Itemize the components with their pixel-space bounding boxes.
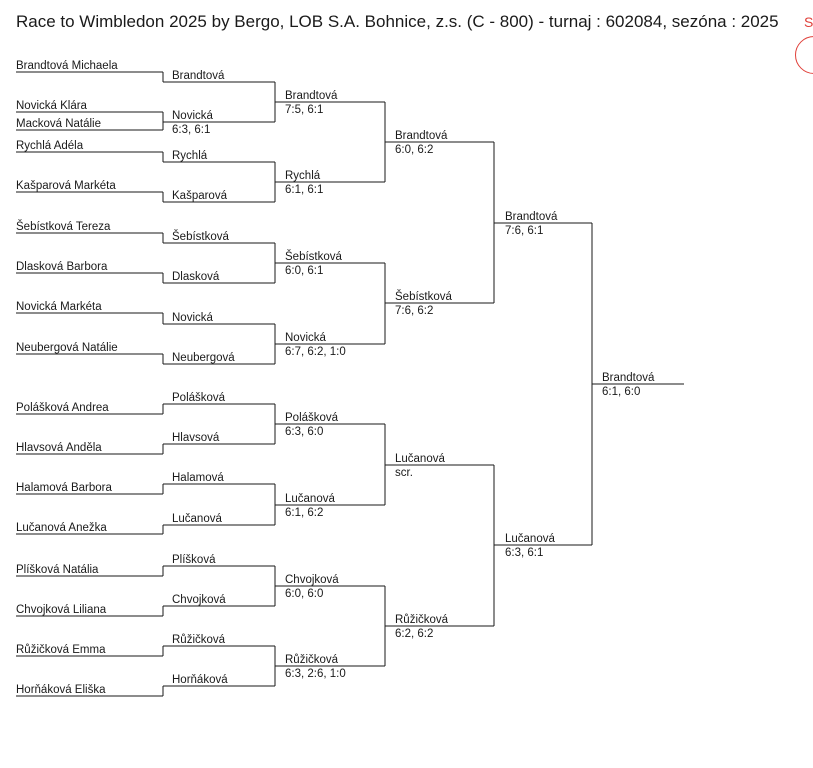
- player-name: Neubergová Natálie: [16, 342, 118, 354]
- round1-winner: Růžičková: [172, 634, 226, 646]
- player-name: Plíšková Natália: [16, 564, 99, 576]
- round2-score: 6:0, 6:0: [285, 588, 324, 600]
- player-name: Chvojková Liliana: [16, 604, 107, 616]
- player-name: Růžičková Emma: [16, 644, 106, 656]
- page-title: Race to Wimbledon 2025 by Bergo, LOB S.A. Bohnice, z.s. (C - 800) - turnaj : 602084, sezóna : 2025: [16, 12, 779, 31]
- player-name: Macková Natálie: [16, 118, 102, 130]
- round2-winner: Chvojková: [285, 574, 339, 586]
- semifinal-winner: Lučanová: [505, 533, 555, 545]
- round3-winner: Lučanová: [395, 453, 445, 465]
- round1-winner: Dlasková: [172, 271, 220, 283]
- round2-winner: Růžičková: [285, 654, 339, 666]
- player-name: Hlavsová Anděla: [16, 442, 102, 454]
- round2-score: 6:1, 6:1: [285, 184, 324, 196]
- player-name: Horňáková Eliška: [16, 684, 106, 696]
- player-name: Dlasková Barbora: [16, 261, 108, 273]
- round1-winner: Neubergová: [172, 352, 235, 364]
- player-name: Rychlá Adéla: [16, 140, 84, 152]
- round1-winner: Chvojková: [172, 594, 226, 606]
- round2-score: 6:3, 2:6, 1:0: [285, 668, 346, 680]
- round1-score: 6:3, 6:1: [172, 124, 211, 136]
- round3-score: scr.: [395, 467, 413, 479]
- semifinal-score: 7:6, 6:1: [505, 225, 544, 237]
- round1-winner: Lučanová: [172, 513, 222, 525]
- round1-winner: Brandtová: [172, 70, 225, 82]
- round2-winner: Novická: [285, 332, 326, 344]
- player-name: Brandtová Michaela: [16, 60, 118, 72]
- round1-winner: Rychlá: [172, 150, 208, 162]
- player-name: Novická Klára: [16, 100, 87, 112]
- round2-winner: Šebístková: [285, 251, 342, 263]
- player-name: Halamová Barbora: [16, 482, 112, 494]
- round3-winner: Růžičková: [395, 614, 449, 626]
- round1-winner: Polášková: [172, 392, 226, 404]
- round2-winner: Rychlá: [285, 170, 321, 182]
- round1-winner: Novická: [172, 110, 213, 122]
- round2-score: 6:3, 6:0: [285, 426, 324, 438]
- round2-score: 7:5, 6:1: [285, 104, 324, 116]
- round1-winner: Kašparová: [172, 190, 227, 202]
- round1-winner: Novická: [172, 312, 213, 324]
- player-name: Novická Markéta: [16, 301, 102, 313]
- semifinal-score: 6:3, 6:1: [505, 547, 544, 559]
- player-name: Polášková Andrea: [16, 402, 109, 414]
- round1-winner: Halamová: [172, 472, 224, 484]
- round3-winner: Šebístková: [395, 291, 452, 303]
- final-winner: Brandtová: [602, 372, 655, 384]
- round2-score: 6:1, 6:2: [285, 507, 324, 519]
- round2-score: 6:0, 6:1: [285, 265, 324, 277]
- round3-score: 7:6, 6:2: [395, 305, 434, 317]
- player-name: Kašparová Markéta: [16, 180, 116, 192]
- round3-winner: Brandtová: [395, 130, 448, 142]
- round1-winner: Hlavsová: [172, 432, 220, 444]
- round3-score: 6:2, 6:2: [395, 628, 434, 640]
- stamp-mark: S: [804, 14, 813, 30]
- semifinal-winner: Brandtová: [505, 211, 558, 223]
- round2-winner: Brandtová: [285, 90, 338, 102]
- round2-score: 6:7, 6:2, 1:0: [285, 346, 346, 358]
- round1-winner: Plíšková: [172, 554, 216, 566]
- round1-winner: Šebístková: [172, 231, 229, 243]
- round1-winner: Horňáková: [172, 674, 228, 686]
- round2-winner: Polášková: [285, 412, 339, 424]
- final-score: 6:1, 6:0: [602, 386, 641, 398]
- round2-winner: Lučanová: [285, 493, 335, 505]
- player-name: Lučanová Anežka: [16, 522, 107, 534]
- player-name: Šebístková Tereza: [16, 221, 111, 233]
- round3-score: 6:0, 6:2: [395, 144, 434, 156]
